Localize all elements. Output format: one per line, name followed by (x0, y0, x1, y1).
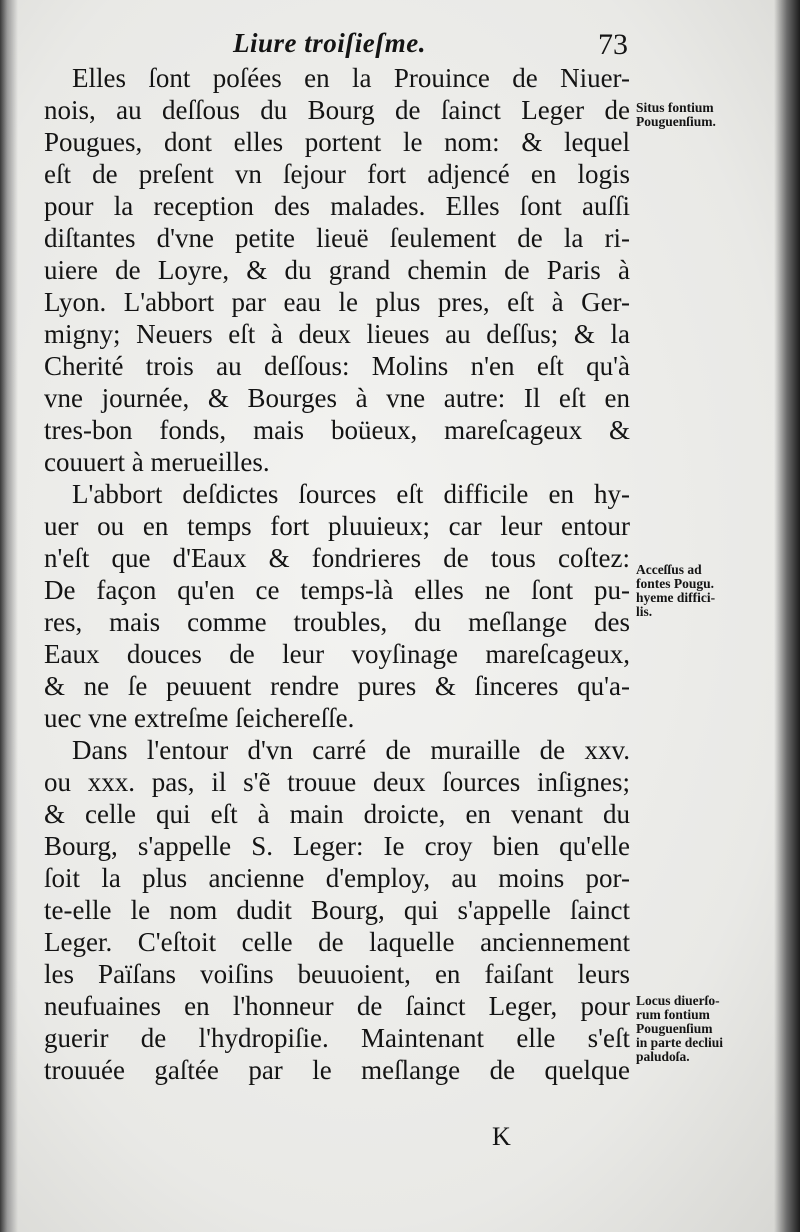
text-line: ou xxx. pas, il s'ẽ trouue deux ſources inſignes; (44, 767, 630, 797)
marginal-note-situs (636, 101, 716, 129)
text-line: nois, au deſſous du Bourg de ſainct Leger de (44, 95, 630, 125)
marginal-note-line: Situs fontium (636, 100, 714, 115)
text-line: neufuaines en l'honneur de ſainct Leger, pour (44, 991, 630, 1021)
text-line: uiere de Loyre, & du grand chemin de Paris à (44, 255, 630, 285)
text-line: eſt de preſent vn ſejour fort adjencé en logis (44, 159, 630, 189)
text-line: diſtantes d'vne petite lieuë ſeulement de la ri- (44, 223, 630, 253)
marginal-note-line: Acceſſus ad (636, 562, 702, 577)
text-line: migny; Neuers eſt à deux lieues au deſſus; & la (44, 319, 630, 349)
page-number: 73 (598, 28, 628, 61)
text-line: De façon qu'en ce temps-là elles ne ſont pu- (44, 575, 630, 605)
marginal-note-line: Pouguenſium. (636, 114, 716, 129)
text-line: trouuée gaſtée par le meſlange de quelque (44, 1055, 630, 1085)
marginal-note-locus (636, 994, 723, 1064)
page-edge-right (774, 0, 800, 1232)
text-line: Cherité trois au deſſous: Molins n'en eſt qu'à (44, 351, 630, 381)
marginal-note-line: Pouguenſium (636, 1021, 713, 1036)
marginal-note-line: paludoſa. (636, 1049, 690, 1064)
text-line: les Païſans voiſins beuuoient, en faiſant leurs (44, 959, 630, 989)
marginal-note-line: rum fontium (636, 1007, 710, 1022)
text-line: n'eſt que d'Eaux & fondrieres de tous coſtez: (44, 543, 630, 573)
text-line: Leger. C'eſtoit celle de laquelle anciennement (44, 927, 630, 957)
text-line: te-elle le nom dudit Bourg, qui s'appelle ſainct (44, 895, 630, 925)
text-line: Pougues, dont elles portent le nom: & lequel (44, 127, 630, 157)
page-edge-left (0, 0, 18, 1232)
text-line: Bourg, s'appelle S. Leger: Ie croy bien qu'elle (44, 831, 630, 861)
text-line: L'abbort deſdictes ſources eſt difficile en hy- (72, 479, 630, 509)
text-line: guerir de l'hydropiſie. Maintenant elle s'eſt (44, 1023, 630, 1053)
text-line: ſoit la plus ancienne d'employ, au moins por- (44, 863, 630, 893)
body-text (44, 62, 630, 1086)
text-line: Elles ſont poſées en la Prouince de Niuer- (72, 63, 630, 93)
text-line: tres-bon fonds, mais boüeux, mareſcageux & (44, 415, 630, 445)
text-line: pour la reception des malades. Elles ſont auſſi (44, 191, 630, 221)
text-line: & ne ſe peuuent rendre pures & ſinceres qu'a- (44, 671, 630, 701)
running-head: Liure troiſieſme. (233, 28, 426, 58)
text-line: Dans l'entour d'vn carré de muraille de xxv. (72, 735, 630, 765)
text-line: uer ou en temps fort pluuieux; car leur entour (44, 511, 630, 541)
text-line: uec vne extreſme ſeichereſſe. (44, 703, 355, 733)
text-line: Eaux douces de leur voyſinage mareſcageux, (44, 639, 630, 669)
marginal-note-line: in parte decliui (636, 1035, 723, 1050)
text-line: Lyon. L'abbort par eau le plus pres, eſt à Ger- (44, 287, 630, 317)
text-line: & celle qui eſt à main droicte, en venant du (44, 799, 630, 829)
marginal-note-line: fontes Pougu. (636, 576, 715, 591)
marginal-note-line: hyeme diffici- (636, 590, 716, 605)
marginal-note-line: lis. (636, 604, 653, 619)
marginal-note-line: Locus diuerſo- (636, 993, 720, 1008)
catchword: K (492, 1122, 511, 1151)
marginal-note-accessus (636, 563, 715, 619)
text-line: couuert à merueilles. (44, 447, 270, 477)
text-line: res, mais comme troubles, du meſlange des (44, 607, 630, 637)
text-line: vne journée, & Bourges à vne autre: Il eſt en (44, 383, 630, 413)
